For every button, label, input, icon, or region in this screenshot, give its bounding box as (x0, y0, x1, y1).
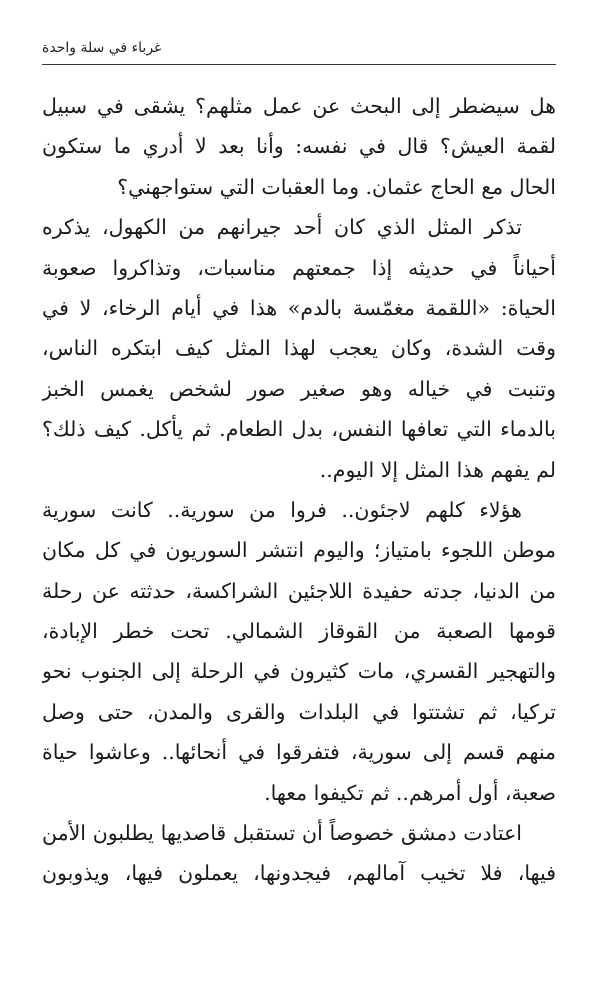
body-text (42, 86, 556, 894)
text-line: تذكر المثل الذي كان أحد جيرانهم من الكهول، يذكره (42, 215, 522, 240)
text-line: والتهجير القسري، مات كثيرون في الرحلة إلى الجنوب نحو (42, 659, 556, 684)
text-line: أحياناً في حديثه إذا جمعتهم مناسبات، وتذاكروا صعوبة (42, 255, 556, 280)
text-line: قومها الصعبة من القوقاز الشمالي. تحت خطر الإبادة، (42, 619, 556, 644)
text-line: لقمة العيش؟ قال في نفسه: وأنا بعد لا أدري ما ستكون (42, 134, 556, 159)
text-line: منهم قسم إلى سورية، فتفرقوا في أنحائها.. وعاشوا حياة (42, 740, 556, 765)
running-title: غرباء في سلة واحدة (42, 40, 162, 56)
text-line: تركيا، ثم تشتتوا في البلدات والقرى والمدن، حتى وصل (42, 699, 556, 724)
text-line: اعتادت دمشق خصوصاً أن تستقبل قاصديها يطلبون الأمن (42, 821, 522, 846)
text-line: فيها، فلا تخيب آمالهم، فيجدونها، يعملون فيها، ويذوبون (42, 861, 556, 886)
paragraph (42, 490, 556, 813)
text-line: موطن اللجوء بامتياز؛ واليوم انتشر السوريون في كل مكان (42, 538, 556, 563)
book-page (42, 0, 556, 1000)
header-rule (42, 64, 556, 65)
text-line: وقت الشدة، وكان يعجب لهذا المثل كيف ابتكره الناس، (42, 336, 556, 361)
text-line: الحياة: «اللقمة مغمّسة بالدم» هذا في أيام الرخاء، لا في (42, 295, 556, 320)
running-header (42, 38, 556, 62)
text-line: هؤلاء كلهم لاجئون.. فروا من سورية.. كانت سورية (42, 497, 522, 522)
paragraph (42, 207, 556, 490)
text-line: هل سيضطر إلى البحث عن عمل مثلهم؟ يشقى في سبيل (42, 94, 556, 118)
text-line: الحال مع الحاج عثمان. وما العقبات التي ستواجهني؟ (117, 174, 556, 199)
text-line: بالدماء التي تعافها النفس، بدل الطعام. ثم يأكل. كيف ذلك؟ (42, 417, 556, 442)
paragraph (42, 86, 556, 207)
paragraph (42, 813, 556, 894)
text-line: صعبة، أول أمرهم.. ثم تكيفوا معها. (264, 780, 556, 805)
text-line: وتنبت في خياله وهو صغير صور لشخص يغمس الخبز (42, 376, 556, 401)
text-line: لم يفهم هذا المثل إلا اليوم.. (319, 457, 556, 482)
text-line: من الدنيا، جدته حفيدة اللاجئين الشراكسة، حدثته عن رحلة (42, 578, 556, 603)
